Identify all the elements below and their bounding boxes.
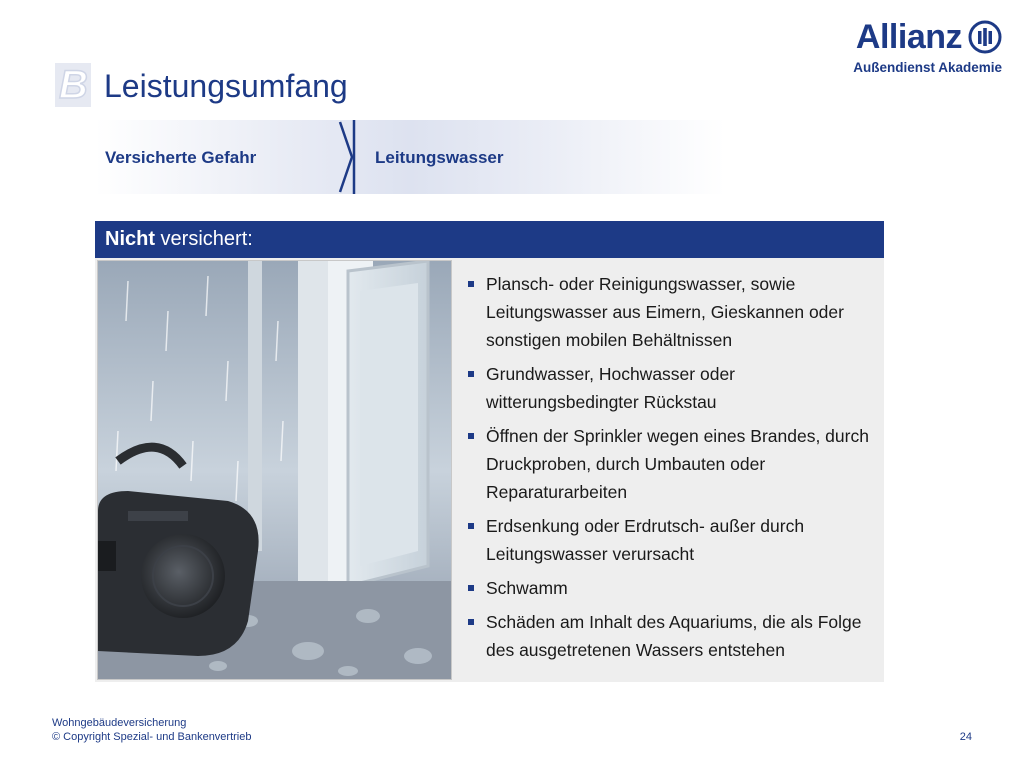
content-panel <box>95 258 884 682</box>
section-badge <box>55 63 91 107</box>
bullet-square-icon <box>468 281 474 287</box>
bullet-square-icon <box>468 371 474 377</box>
rain-window-radio-photo <box>97 260 452 680</box>
list-item: Schäden am Inhalt des Aquariums, die als Folge des ausgetretenen Wassers entstehen <box>464 608 884 664</box>
bullet-square-icon <box>468 433 474 439</box>
page-title: Leistungsumfang <box>104 68 348 104</box>
list-item: Erdsenkung oder Erdrutsch- außer durch Leitungswasser verursacht <box>464 512 884 568</box>
list-item: Grundwasser, Hochwasser oder witterungsbedingter Rückstau <box>464 360 884 416</box>
page-number: 24 <box>959 731 972 743</box>
header-bold: Nicht <box>105 228 155 250</box>
header-rest: versichert: <box>155 228 253 250</box>
allianz-eagle-icon <box>968 20 1002 54</box>
list-item: Schwamm <box>464 574 884 602</box>
footer-copyright: © Copyright Spezial- und Bankenvertrieb <box>52 731 252 743</box>
bullet-square-icon <box>468 585 474 591</box>
bullet-square-icon <box>468 523 474 529</box>
logo-subtitle: Außendienst Akademie <box>853 60 1002 75</box>
allianz-logo <box>852 18 1002 75</box>
list-item: Öffnen der Sprinkler wegen eines Brandes, durch Druckproben, durch Umbauten oder Reparaturarbeiten <box>464 422 884 506</box>
exclusion-list <box>464 270 884 670</box>
section-badge-letter: B <box>59 63 88 107</box>
not-insured-header <box>95 221 884 258</box>
list-item: Plansch- oder Reinigungswasser, sowie Leitungswasser aus Eimern, Gieskannen oder sonstigen mobilen Behältnissen <box>464 270 884 354</box>
breadcrumb <box>95 120 725 194</box>
breadcrumb-category: Versicherte Gefahr <box>105 148 257 167</box>
breadcrumb-topic: Leitungswasser <box>375 148 504 167</box>
bullet-square-icon <box>468 619 474 625</box>
chevron-right-icon <box>332 120 362 194</box>
logo-wordmark: Allianz <box>855 18 962 56</box>
footer-product: Wohngebäudeversicherung <box>52 717 187 729</box>
